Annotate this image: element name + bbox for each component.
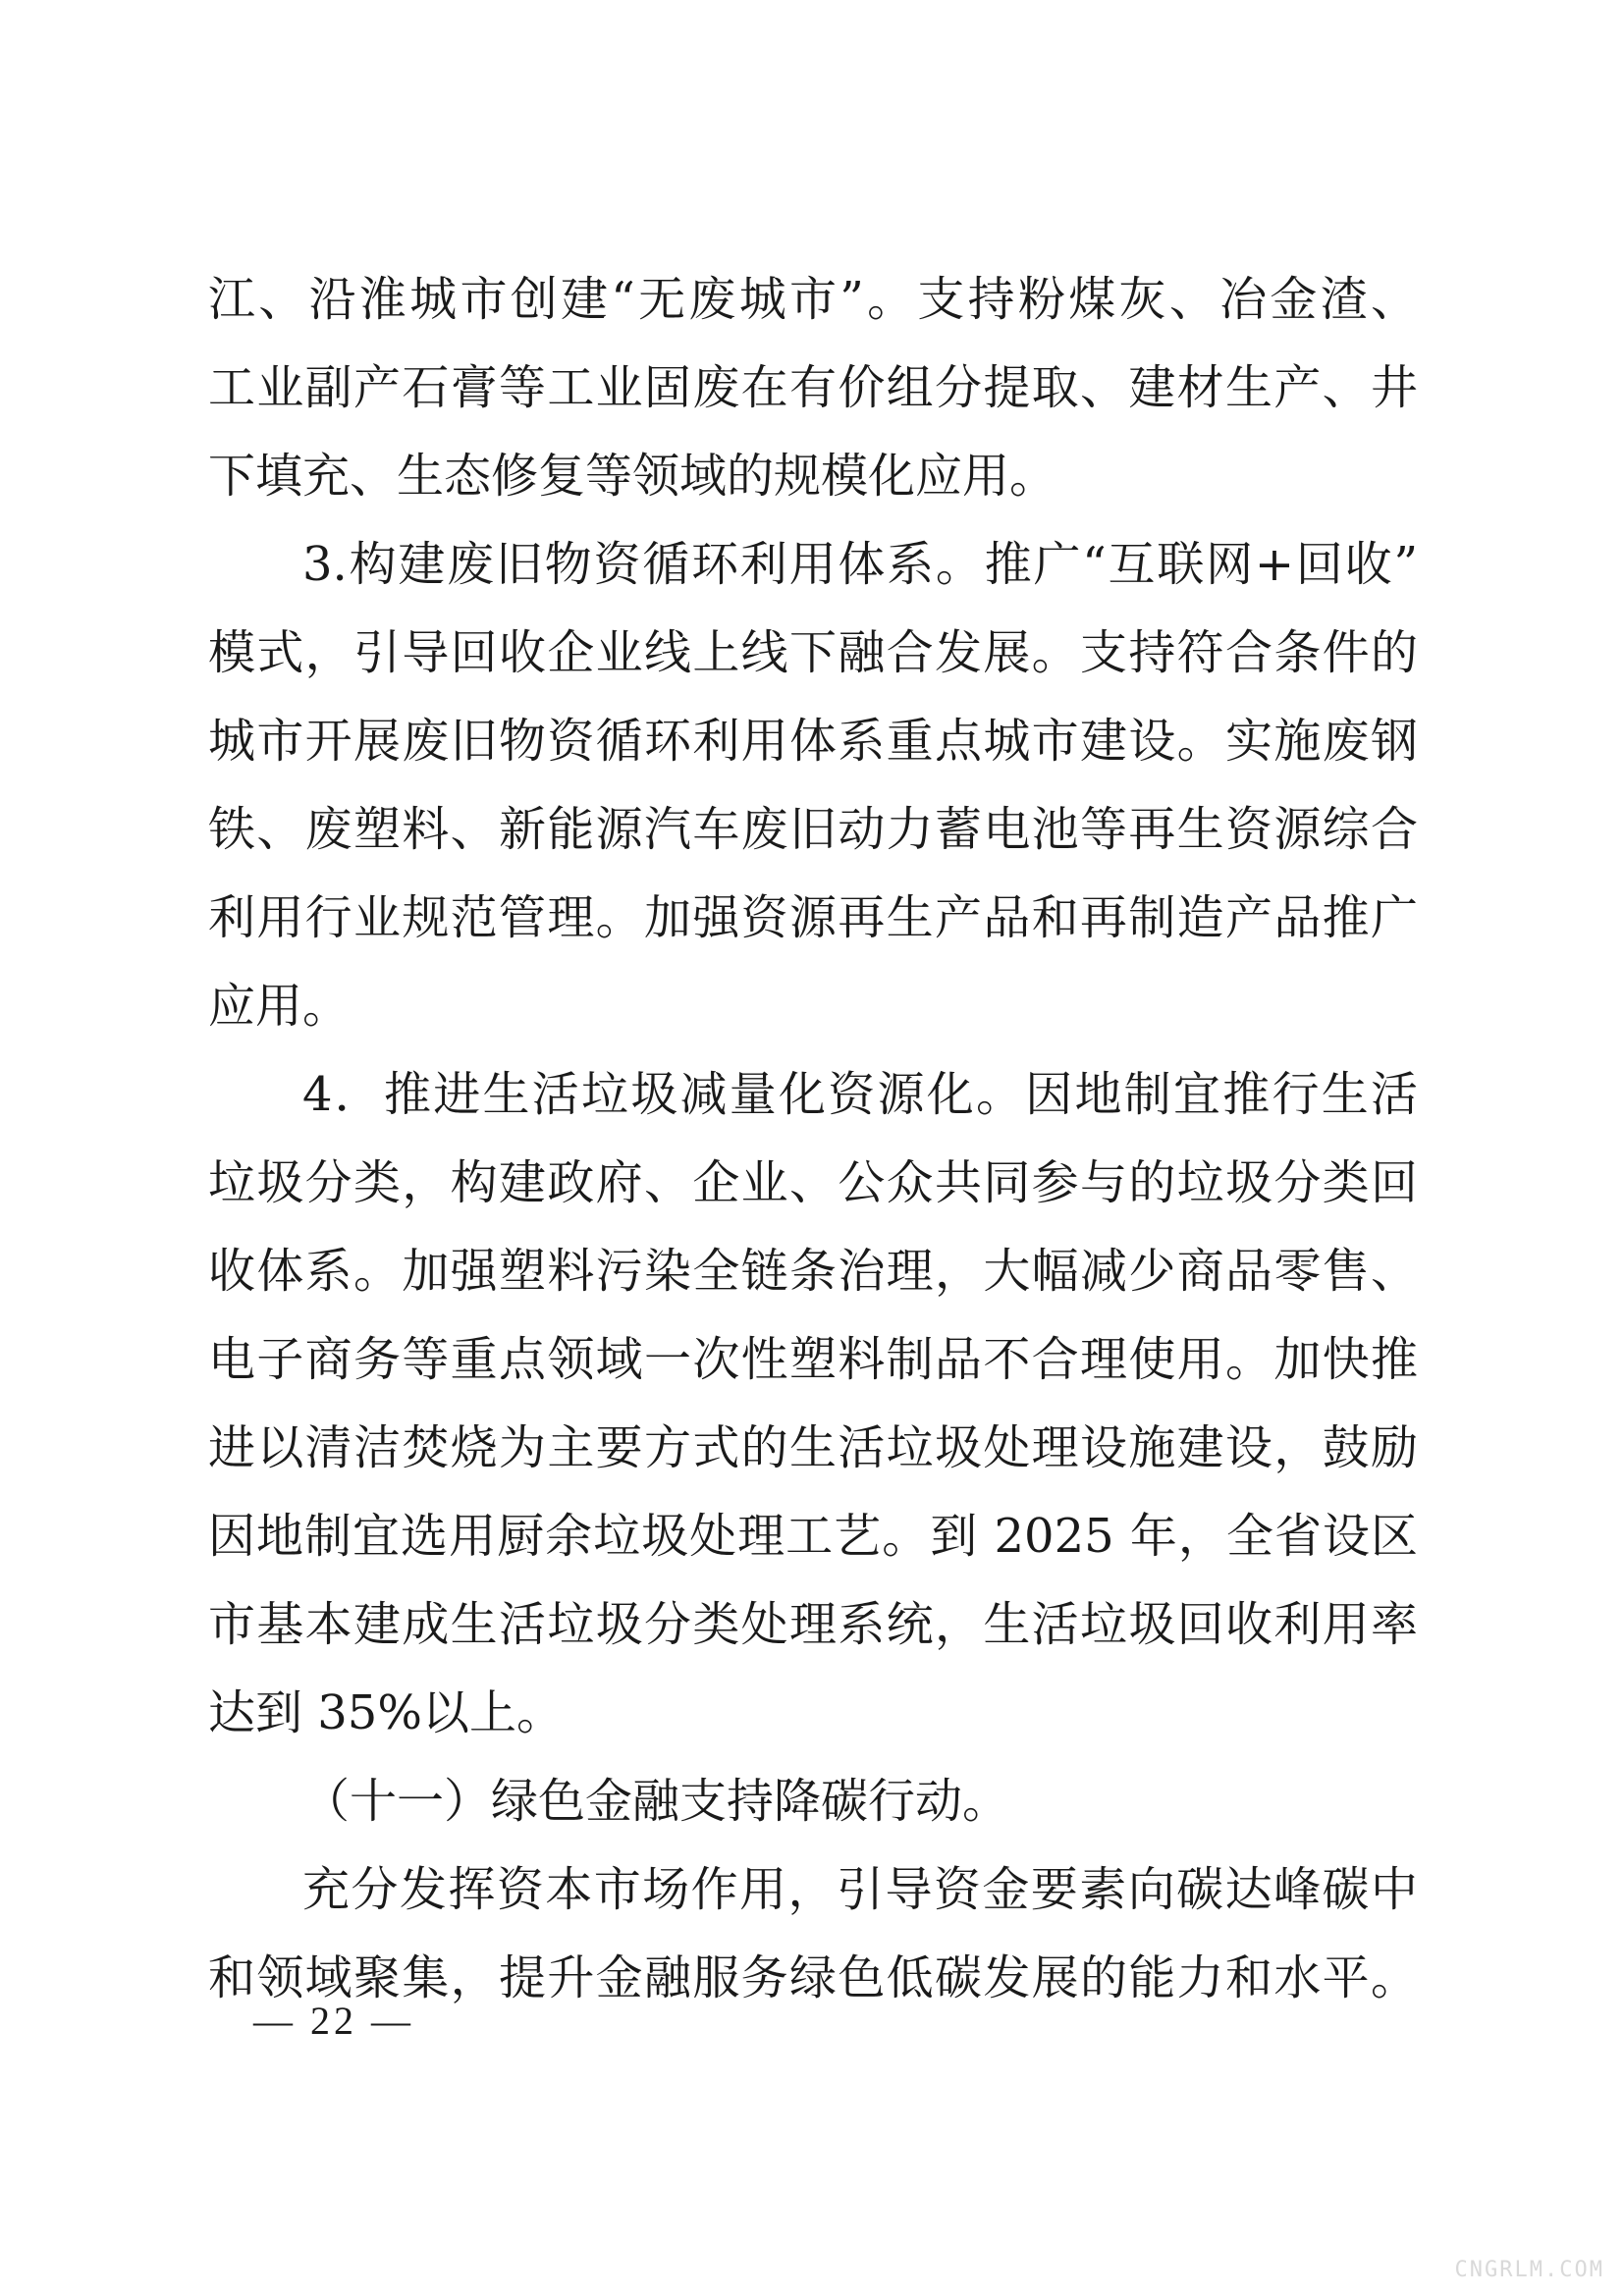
text-line: 充分发挥资本市场作用，引导资金要素向碳达峰碳中 [302,1862,1418,1917]
text-line: 垃圾分类，构建政府、企业、公众共同参与的垃圾分类回 [208,1155,1418,1210]
page-number: — 22 — [253,1999,414,2043]
text-line: 工业副产石膏等工业固废在有价组分提取、建材生产、井 [208,360,1418,415]
section-4-heading-line: 4．推进生活垃圾减量化资源化。因地制宜推行生活 [302,1067,1418,1122]
text-line: 电子商务等重点领域一次性塑料制品不合理使用。加快推 [208,1332,1418,1387]
text-line: 模式，引导回收企业线上线下融合发展。支持符合条件的 [208,625,1418,680]
text-line: 江、沿淮城市创建“无废城市”。支持粉煤灰、冶金渣、 [208,272,1418,327]
text-line: 收体系。加强塑料污染全链条治理，大幅减少商品零售、 [208,1244,1418,1299]
text-line: 达到 35%以上。 [208,1685,564,1740]
body-text [208,255,1418,2022]
section-3-heading-line: 3.构建废旧物资循环利用体系。推广“互联网+回收” [302,537,1418,592]
text-line: 进以清洁焚烧为主要方式的生活垃圾处理设施建设，鼓励 [208,1420,1418,1475]
text-line: 应用。 [208,979,351,1034]
text-line: 和领域聚集，提升金融服务绿色低碳发展的能力和水平。 [208,1950,1418,2005]
text-line: 利用行业规范管理。加强资源再生产品和再制造产品推广 [208,890,1418,945]
section-11-heading: （十一）绿色金融支持降碳行动。 [302,1774,1010,1829]
text-line: 市基本建成生活垃圾分类处理系统，生活垃圾回收利用率 [208,1597,1418,1652]
watermark: CNGRLM.COM [1454,2258,1604,2282]
text-line: 城市开展废旧物资循环利用体系重点城市建设。实施废钢 [208,714,1418,769]
text-line: 铁、废塑料、新能源汽车废旧动力蓄电池等再生资源综合 [208,802,1418,857]
text-line: 下填充、生态修复等领域的规模化应用。 [208,449,1057,504]
text-line: 因地制宜选用厨余垃圾处理工艺。到 2025 年，全省设区 [208,1509,1418,1564]
